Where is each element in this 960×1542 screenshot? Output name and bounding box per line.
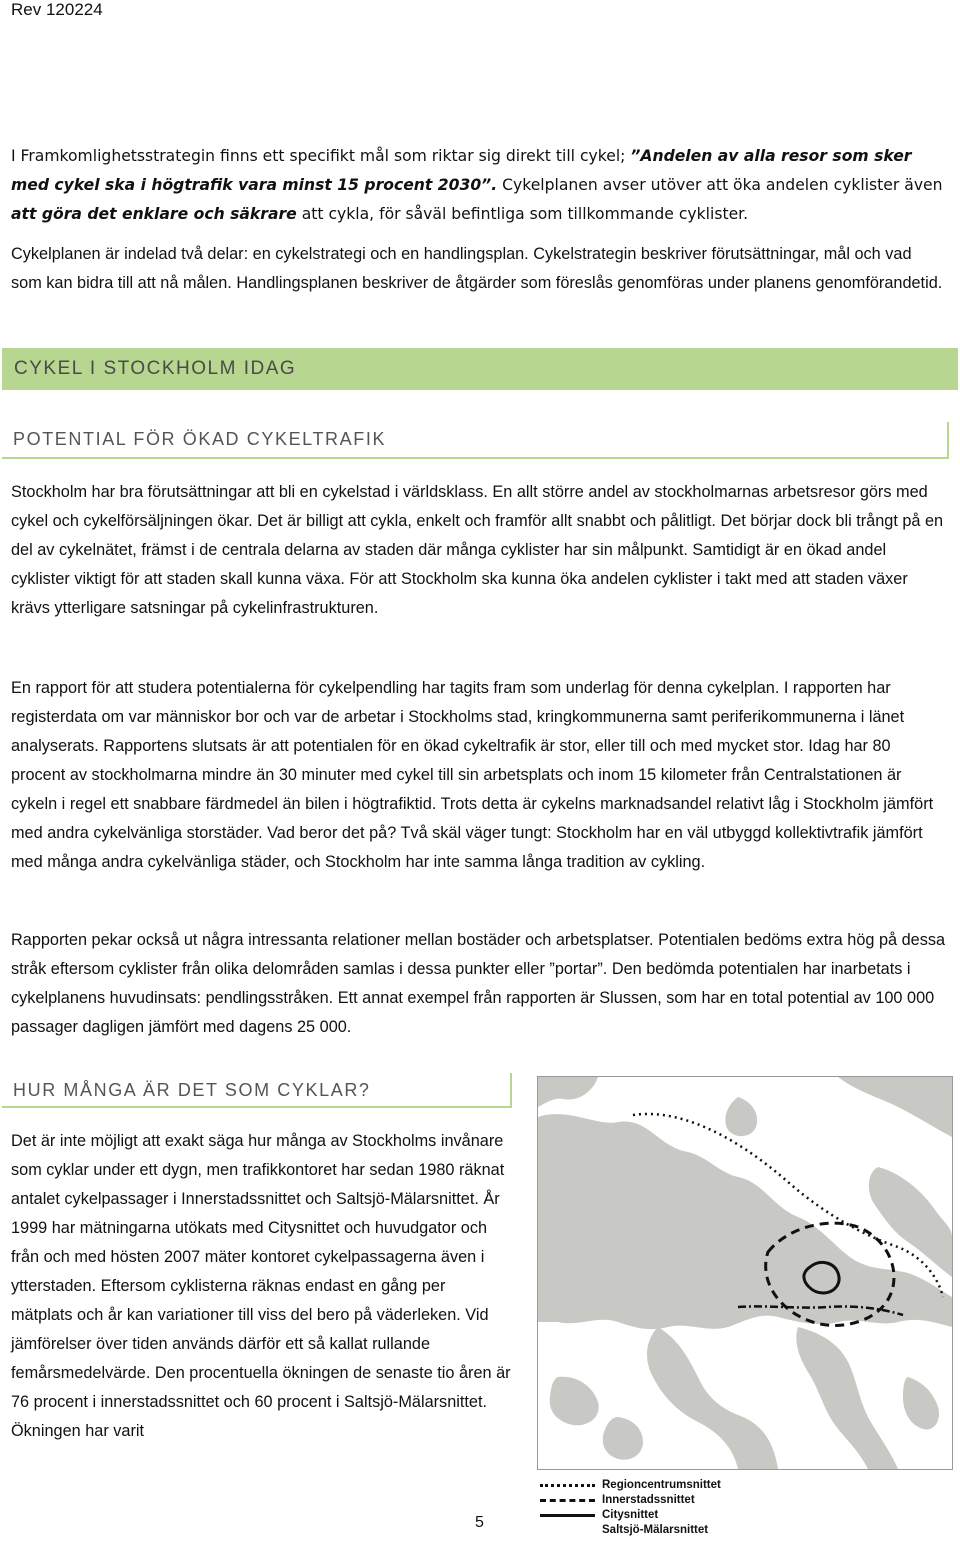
potential-paragraph-3: Rapporten pekar också ut några intressanta relationer mellan bostäder och arbetsplatser. Potentialen bedöms extra hög på dessa stråk eftersom cyklister från olika delområden samlas i dessa punkter eller ”portar”. Den bedömda potentialen har inarbetats i cykelplanens huvudinsats: pendlingsstråken. Ett annat exempel från rapporten är Slussen, som har en total potential av 100 000 passager dagligen jämfört med dagens 25 000. [11, 931, 946, 1036]
potential-paragraph-2: En rapport för att studera potentialerna för cykelpendling har tagits fram som underlag för denna cykelplan. I rapporten har registerdata om var människor bor och var de arbetar i Stockholms stad, kringkommunerna samt periferikommunerna i länet analyserats. Rapportens slutsats är att potentialen för en ökad cykeltrafik är stor, eller till och med mycket stor. Idag har 80 procent av stockholmarna mindre än 30 minuter med cykel till sin arbetsplats och inom 15 kilometer från Centralstationen är cykeln i regel ett snabbare färdmedel än bilen i högtrafiktid. Trots detta är cykelns marknadsandel relativt låg i Stockholm jämfört med andra cykelvänliga storstäder. Vad beror det på? Två skäl väger tungt: Stockholm har en väl utbyggd kollektivtrafik jämfört med många andra cykelvänliga städer, och Stockholm har inte samma långa tradition av cykling. [11, 679, 934, 871]
legend-item-innerstad [540, 1493, 780, 1507]
legend-item-saltsjo [540, 1523, 780, 1537]
map-legend [540, 1478, 780, 1538]
intro-goal-quote: ”Andelen av alla resor som sker med cykel ska i högtrafik vara minst 15 procent 2030”. [11, 147, 912, 194]
legend-label: Citysnittet [602, 1509, 659, 1521]
intro-paragraph-1 [11, 142, 946, 229]
intro-text-e: att cykla, för såväl befintliga som tillkommande cyklister. [296, 205, 749, 223]
legend-solid-line [540, 1514, 595, 1517]
page-number: 5 [475, 1514, 484, 1531]
legend-dotted-line [540, 1484, 595, 1487]
section-underline-corner [510, 1073, 512, 1108]
section-title-hur-manga: HUR MÅNGA ÄR DET SOM CYKLAR? [13, 1080, 371, 1100]
intro-text-a: I Framkomlighetsstrategin finns ett specifikt mål som riktar sig direkt till cykel; [11, 147, 631, 165]
legend-dashed-line [540, 1499, 595, 1502]
intro-paragraph-2: Cykelplanen är indelad två delar: en cykelstrategi och en handlingsplan. Cykelstrategin beskriver förutsättningar, mål och vad som kan bidra till att nå målen. Handlingsplanen beskriver de åtgärder som föreslås genomföras under planens genomförandetid. [11, 245, 943, 292]
stockholm-map [537, 1076, 953, 1470]
legend-label: Innerstadssnittet [602, 1494, 695, 1506]
map-graphic [538, 1077, 952, 1469]
section-underline [2, 1106, 512, 1108]
hur-manga-paragraph: Det är inte möjligt att exakt säga hur många av Stockholms invånare som cyklar under ett dygn, men trafikkontoret har sedan 1980 räknat antalet cykelpassager i Innerstadssnittet och Saltsjö-Mälarsnittet. År 1999 har mätningarna utökats med Citysnittet och huvudgator och från och med hösten 2007 mäter kontoret cykelpassagerna även i ytterstaden. Eftersom cyklisterna räknas endast en gång per mätplats och år kan variationer till viss del bero på väderleken. Vid jämförelser över tiden används därför ett så kallat rullande femårsmedelvärde. Den procentuella ökningen de senaste tio åren är 76 procent i innerstadssnittet och 60 procent i Saltsjö-Mälarsnittet. Ökningen har varit [11, 1132, 511, 1440]
legend-label: Regioncentrumsnittet [602, 1479, 721, 1491]
section-title-potential: POTENTIAL FÖR ÖKAD CYKELTRAFIK [13, 429, 387, 449]
document-header: Rev 120224 [11, 0, 103, 19]
legend-item-regioncentrum [540, 1478, 780, 1492]
legend-item-city [540, 1508, 780, 1522]
intro-emphasis: att göra det enklare och säkrare [11, 205, 297, 223]
section-title-cykel-idag: CYKEL I STOCKHOLM IDAG [14, 358, 297, 379]
section-underline-corner [947, 422, 949, 459]
section-band [2, 348, 958, 390]
intro-text-c: Cykelplanen avser utöver att öka andelen cyklister även [497, 176, 943, 194]
legend-label: Saltsjö-Mälarsnittet [602, 1524, 709, 1536]
section-underline [2, 457, 949, 459]
potential-paragraph-1: Stockholm har bra förutsättningar att bli en cykelstad i världsklass. En allt större andel av stockholmarnas arbetsresor görs med cykel och cykelförsäljningen ökar. Det är billigt att cykla, enkelt och framför allt snabbt och pålitligt. Det börjar dock bli trångt på en del av cykelnätet, främst i de centrala delarna av staden där många cyklister har sin målpunkt. Samtidigt är en ökad andel cyklister viktigt för att staden skall kunna växa. För att Stockholm ska kunna öka andelen cyklister i takt med att staden växer krävs ytterligare satsningar på cykelinfrastrukturen. [11, 483, 944, 617]
